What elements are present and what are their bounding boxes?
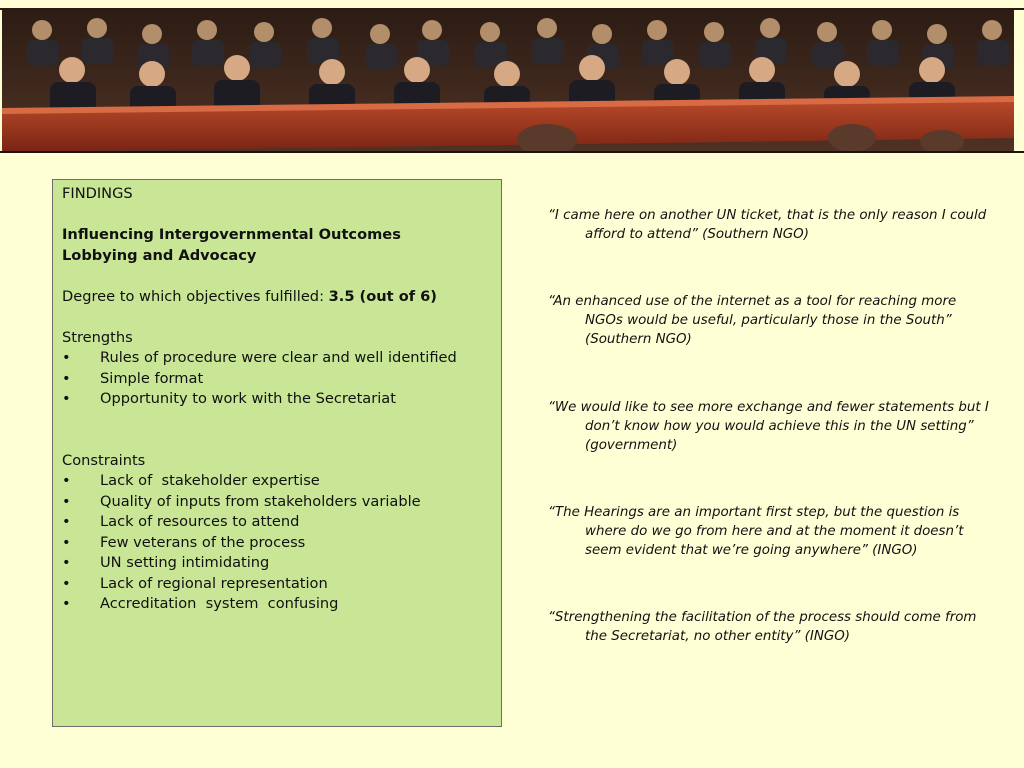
constraint-text: Accreditation system confusing — [100, 595, 339, 612]
strength-text: Simple format — [100, 369, 204, 387]
quote-southern-ngo-ticket: “I came here on another UN ticket, that is the only reason I could afford to attend” (Southern NGO) — [548, 208, 987, 242]
bullet-icon: • — [62, 513, 71, 530]
list-item — [62, 574, 492, 595]
strength-text: Rules of procedure were clear and well identified — [100, 349, 457, 366]
list-item — [62, 389, 492, 410]
bullet-icon: • — [62, 574, 71, 592]
findings-heading: FINDINGS — [62, 185, 133, 202]
bullet-icon: • — [62, 595, 71, 612]
constraints-heading: Constraints — [62, 451, 146, 469]
constraint-text: Lack of stakeholder expertise — [100, 472, 320, 489]
bullet-icon: • — [62, 349, 71, 366]
strengths-heading: Strengths — [62, 328, 133, 346]
constraint-text: Few veterans of the process — [100, 533, 306, 551]
findings-subtitle-outcomes: Influencing Intergovernmental Outcomes — [62, 226, 401, 243]
list-item — [62, 492, 492, 513]
quote-government-exchange: “We would like to see more exchange and fewer statements but I don’t know how you would achieve this in the UN setting” (government) — [548, 400, 989, 453]
bullet-icon: • — [62, 554, 71, 571]
degree-line — [62, 287, 492, 308]
list-item — [62, 512, 492, 533]
bullet-icon: • — [62, 533, 71, 551]
list-item — [62, 553, 492, 574]
constraint-text: Quality of inputs from stakeholders variable — [100, 492, 421, 510]
constraint-text: Lack of regional representation — [100, 574, 328, 592]
quote-hearings-first-step: “The Hearings are an important first step, but the question is where do we go from here and at the moment it doesn’t seem evident that we’re going anywhere” (INGO) — [548, 505, 964, 558]
constraints-list — [62, 471, 492, 615]
strength-text: Opportunity to work with the Secretariat — [100, 390, 396, 407]
strengths-list — [62, 348, 492, 410]
banner-bottom-border — [0, 151, 1024, 153]
constraint-text: Lack of resources to attend — [100, 513, 300, 530]
banner-top-border — [0, 8, 1024, 10]
list-item — [62, 533, 492, 554]
header-banner — [0, 0, 1024, 153]
list-item — [62, 348, 492, 369]
bullet-icon: • — [62, 492, 71, 510]
degree-label: Degree to which objectives fulfilled: — [62, 287, 329, 305]
list-item — [62, 471, 492, 492]
findings-subtitle-lobbying: Lobbying and Advocacy — [62, 246, 257, 264]
assembly-photo-illustration — [2, 8, 1014, 152]
list-item — [62, 594, 492, 615]
degree-value: 3.5 (out of 6) — [328, 287, 437, 305]
constraint-text: UN setting intimidating — [100, 554, 270, 571]
quote-secretariat-facilitation: “Strengthening the facilitation of the process should come from the Secretariat, no other entity” (INGO) — [548, 610, 977, 644]
assembly-photo — [2, 8, 1014, 152]
bullet-icon: • — [62, 369, 71, 387]
findings-panel — [52, 179, 502, 727]
quote-internet-use: “An enhanced use of the internet as a tool for reaching more NGOs would be useful, particularly those in the South” (Southern NGO) — [548, 294, 957, 347]
bullet-icon: • — [62, 472, 71, 489]
bullet-icon: • — [62, 390, 71, 407]
list-item — [62, 369, 492, 390]
